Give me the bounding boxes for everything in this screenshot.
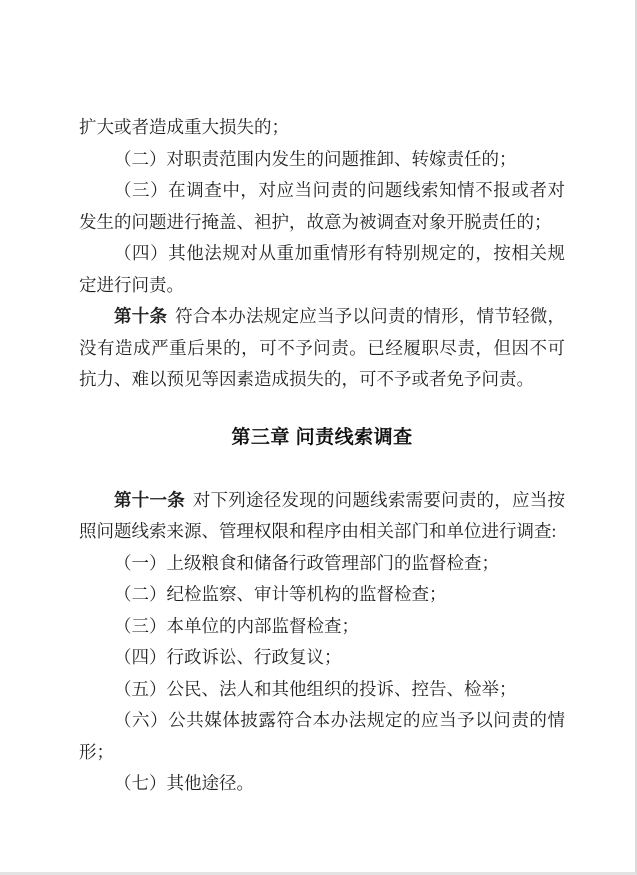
list-item-3: （三）本单位的内部监督检查； xyxy=(114,615,359,636)
article-10-paragraph xyxy=(79,301,565,396)
article-11-text: 对下列途径发现的问题线索需要问责的，应当按照问题线索来源、管理权限和程序由相关部门和单位进行调查: xyxy=(79,489,565,541)
list-item-6: （六）公共媒体披露符合本办法规定的应当予以问责的情形； xyxy=(79,710,565,762)
list-item-7: （七）其他途径。 xyxy=(114,773,254,793)
chapter-heading: 第三章 问责线索调查 xyxy=(231,426,413,448)
article-11-number: 第十一条 xyxy=(114,489,185,510)
article-11-paragraph xyxy=(79,485,565,548)
page-content xyxy=(79,112,565,800)
list-item-5: （五）公民、法人和其他组织的投诉、控告、检举； xyxy=(114,678,517,699)
list-item-4: （四）行政诉讼、行政复议； xyxy=(114,647,342,667)
article-10-text: 符合本办法规定应当予以问责的情形，情节轻微，没有造成严重后果的，可不予问责。已经履职尽责，但因不可抗力、难以预见等因素造成损失的，可不予或者免予问责。 xyxy=(79,306,565,389)
article-10-number: 第十条 xyxy=(114,306,168,326)
clause-item-4: （四）其他法规对从重加重情形有特别规定的，按相关规定进行问责。 xyxy=(79,243,565,295)
list-item-2: （二）纪检监察、审计等机构的监督检查； xyxy=(114,584,447,604)
list-item-1: （一）上级粮食和储备行政管理部门的监督检查； xyxy=(114,552,499,573)
clause-item-3: （三）在调查中，对应当问责的问题线索知情不报或者对发生的问题进行掩盖、袒护，故意为被调查对象开脱责任的； xyxy=(79,180,565,232)
clause-item-2: （二）对职责范围内发生的问题推卸、转嫁责任的； xyxy=(114,148,517,169)
paragraph-continuation: 扩大或者造成重大损失的； xyxy=(79,117,289,137)
